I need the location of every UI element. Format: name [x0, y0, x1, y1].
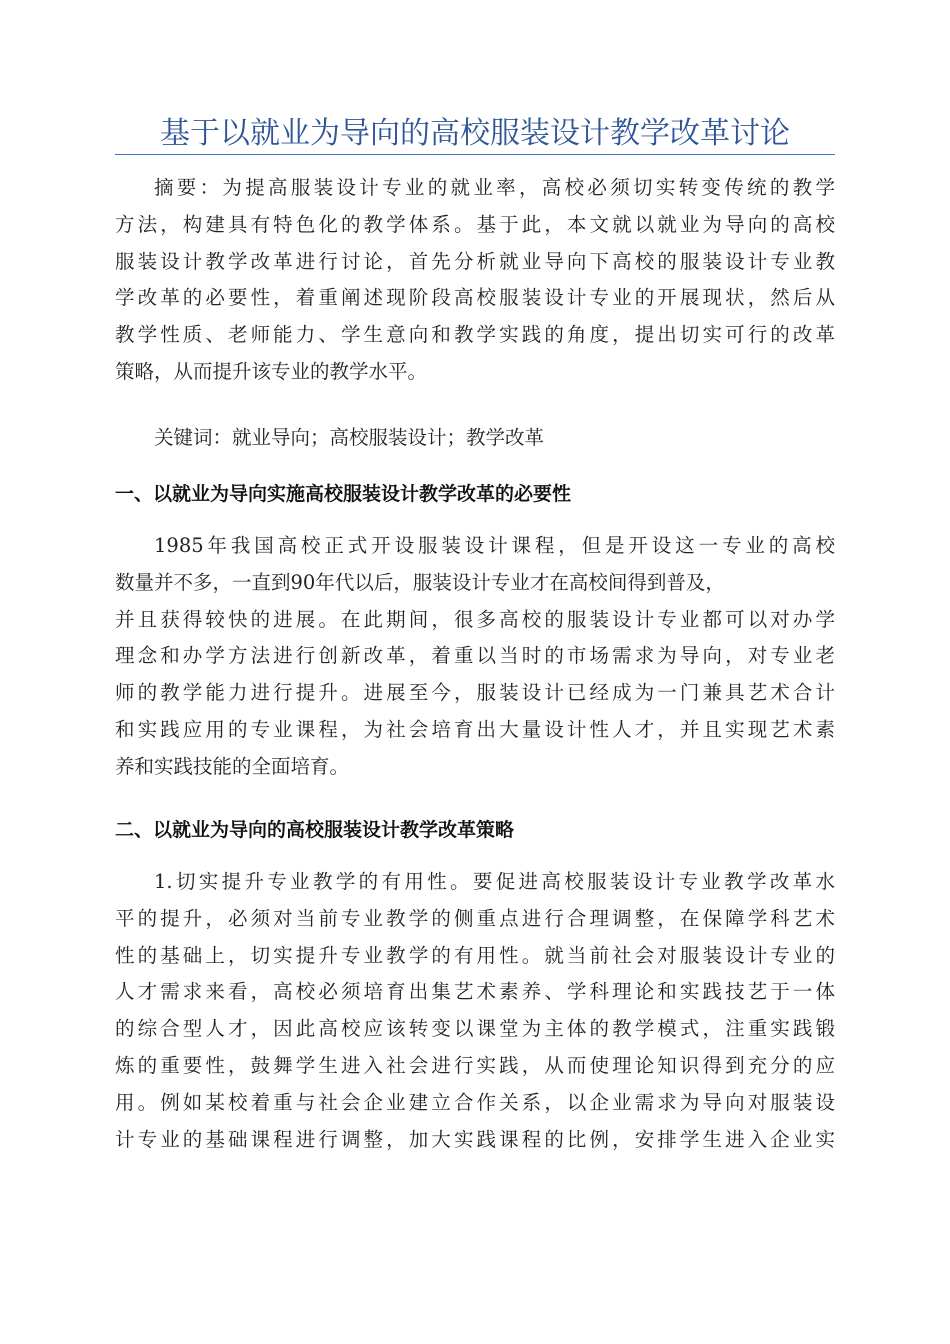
abstract-line: 教学性质、老师能力、学生意向和教学实践的角度，提出切实可行的改革: [115, 323, 835, 347]
paragraph-line: 计专业的基础课程进行调整，加大实践课程的比例，安排学生进入企业实: [115, 1127, 835, 1151]
paragraph-line: 理念和办学方法进行创新改革，着重以当时的市场需求为导向，对专业老: [115, 644, 835, 668]
paragraph-line: 平的提升，必须对当前专业教学的侧重点进行合理调整，在保障学科艺术: [115, 906, 835, 930]
paragraph-line: 人才需求来看，高校必须培育出集艺术素养、学科理论和实践技艺于一体: [115, 980, 835, 1004]
title-underline: [115, 154, 835, 155]
abstract-line: 摘要：为提高服装设计专业的就业率，高校必须切实转变传统的教学: [154, 176, 835, 199]
keywords-line: 关键词：就业导向；高校服装设计；教学改革: [154, 426, 545, 449]
paragraph-line: 炼的重要性，鼓舞学生进入社会进行实践，从而使理论知识得到充分的应: [115, 1053, 835, 1077]
paragraph-line: 的综合型人才，因此高校应该转变以课堂为主体的教学模式，注重实践锻: [115, 1017, 835, 1041]
section1-paragraph: [115, 528, 835, 786]
paragraph-line: 性的基础上，切实提升专业教学的有用性。就当前社会对服装设计专业的: [115, 943, 835, 967]
abstract-paragraph: [115, 170, 835, 391]
abstract-line: 服装设计教学改革进行讨论，首先分析就业导向下高校的服装设计专业教: [115, 249, 835, 273]
paragraph-line: 并且获得较快的进展。在此期间，很多高校的服装设计专业都可以对办学: [115, 607, 835, 631]
paragraph-line: 养和实践技能的全面培育。: [115, 754, 350, 778]
abstract-line: 方法，构建具有特色化的教学体系。基于此，本文就以就业为导向的高校: [115, 212, 835, 236]
section2-paragraph: [115, 864, 835, 1158]
abstract-line: 学改革的必要性，着重阐述现阶段高校服装设计专业的开展现状，然后从: [115, 286, 835, 310]
section-heading-1: 一、以就业为导向实施高校服装设计教学改革的必要性: [115, 483, 572, 505]
paragraph-line: 师的教学能力进行提升。进展至今，服装设计已经成为一门兼具艺术合计: [115, 681, 835, 705]
abstract-line: 策略，从而提升该专业的教学水平。: [115, 359, 428, 383]
paragraph-line: 用。例如某校着重与社会企业建立合作关系，以企业需求为导向对服装设: [115, 1090, 835, 1114]
section-heading-2: 二、以就业为导向的高校服装设计教学改革策略: [115, 819, 515, 841]
paragraph-line: 和实践应用的专业课程，为社会培育出大量设计性人才，并且实现艺术素: [115, 717, 835, 741]
paragraph-line: 1.切实提升专业教学的有用性。要促进高校服装设计专业教学改革水: [154, 870, 835, 893]
paragraph-line: 数量并不多，一直到90年代以后，服装设计专业才在高校间得到普及，: [115, 570, 725, 594]
paragraph-line: 1985年我国高校正式开设服装设计课程，但是开设这一专业的高校: [154, 534, 835, 557]
document-title: 基于以就业为导向的高校服装设计教学改革讨论: [160, 116, 790, 151]
